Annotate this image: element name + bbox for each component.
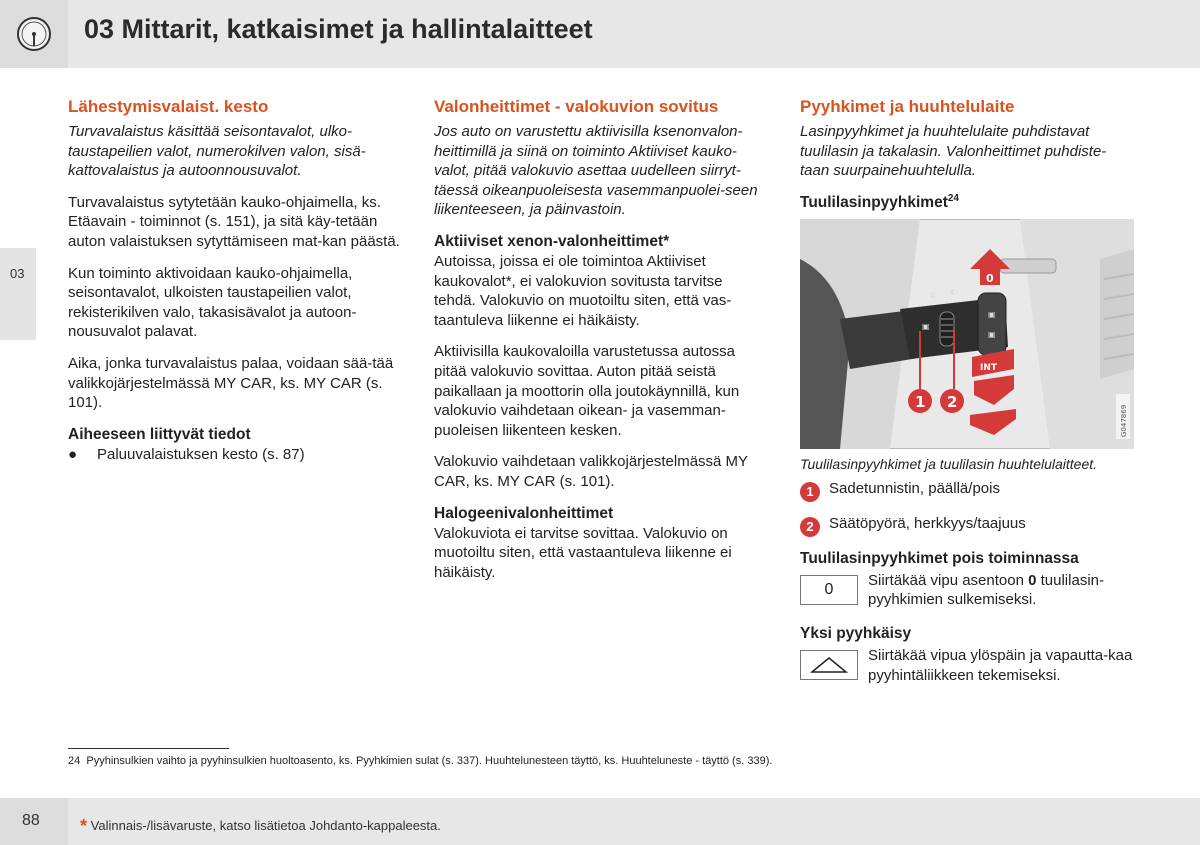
chapter-header: [0, 0, 1200, 68]
callout-text: Säätöpyörä, herkkyys/taajuus: [829, 514, 1026, 532]
svg-text:▣: ▣: [922, 321, 930, 331]
body-paragraph: Turvavalaistus sytytetään kauko-ohjaimella, ks. Etäavain - toiminnot (s. 151), ja sitä käy-tetään auton valaistuksen sytyttämiseen mat-kan päästä.: [68, 193, 400, 250]
intro-paragraph: Jos auto on varustettu aktiivisilla ksenonvalon-heittimillä ja siinä on toiminto Aktiiviset kauko-valot, pitää valokuvio asettaa uudelleen siirryt-täessä oikeanpuoleisesta vasemmanpuolei-seen liikenteeseen, ja päinvastoin.: [434, 123, 758, 219]
svg-text:▣: ▣: [988, 309, 996, 319]
callout-text: Sadetunnistin, päällä/pois: [829, 479, 1000, 497]
gauge-icon: [16, 16, 52, 52]
callout-item-thumbwheel: [800, 514, 1134, 537]
position-0-label: 0: [986, 271, 994, 285]
subheading-windscreen-wipers: [800, 193, 1134, 213]
section-heading: Lähestymisvalaist. kesto: [68, 97, 269, 116]
footnote-number: 24: [68, 755, 81, 767]
svg-text:◐: ◐: [930, 289, 937, 299]
optional-equipment-note: [80, 814, 441, 835]
subheading-single-sweep: Yksi pyyhkäisy: [800, 624, 912, 642]
footnote-text: Pyyhinsulkien vaihto ja pyyhinsulkien huoltoasento, ks. Pyyhkimien sulat (s. 337). Huuhtelunesteen täyttö, ks. Huuhteluneste - täyttö (s. 339).: [86, 755, 773, 767]
body-paragraph: Autoissa, joissa ei ole toimintoa Aktiiviset kaukovalot*, ei valokuvion sovitusta tarvitse tehdä. Valokuvio on muotoiltu siten, että vas-taantuleva liikenne ei häikäisty.: [434, 252, 732, 329]
header-icon-tab: [0, 0, 68, 68]
subheading-xenon: Aktiiviset xenon-valonheittimet*: [434, 232, 670, 250]
optional-equipment-text: Valinnais-/lisävaruste, katso lisätietoa Johdanto-kappaleesta.: [90, 818, 441, 833]
text-part: Siirtäkää vipu asentoon: [868, 571, 1029, 589]
related-link-item[interactable]: [68, 445, 402, 465]
body-paragraph: Valokuvio vaihdetaan valikkojärjestelmässä MY CAR, ks. MY CAR (s. 101).: [434, 453, 748, 490]
svg-text:◐: ◐: [950, 286, 957, 296]
body-paragraph: Kun toiminto aktivoidaan kauko-ohjaimella, seisontavalot, ulkoisten taustapeilien valot, rekisterikilven valo, takasisävalot ja autoon-nousuvalot palavat.: [68, 264, 357, 341]
page-footer: [0, 798, 1200, 845]
image-code: G047869: [1120, 404, 1128, 437]
single-sweep-text: Siirtäkää vipua ylöspäin ja vapautta-kaa pyyhintäliikkeen tekemiseksi.: [868, 646, 1133, 684]
wipers-off-text: [868, 571, 1134, 610]
column-headlight-pattern: [434, 96, 768, 594]
callout-2-label: 2: [947, 392, 958, 411]
intro-paragraph: Turvavalaistus käsittää seisontavalot, ulko-taustapeilien valot, numerokilven valon, sisä-kattovalaistus ja autoonnousuvalot.: [68, 123, 366, 180]
footnote: [68, 755, 772, 767]
text-bold-part: 0: [1028, 571, 1037, 589]
position-0-symbol: 0: [800, 575, 858, 605]
svg-text:▣: ▣: [988, 329, 996, 339]
related-link-text: Paluuvalaistuksen kesto (s. 87): [97, 445, 305, 463]
chapter-title: 03 Mittarit, katkaisimet ja hallintalaitteet: [84, 14, 593, 44]
asterisk-icon: *: [80, 816, 88, 836]
wiper-stalk-figure: [800, 219, 1134, 449]
column-approach-lighting: [68, 96, 402, 464]
related-info-heading: Aiheeseen liittyvät tiedot: [68, 425, 251, 443]
single-sweep-symbol-icon: [800, 650, 858, 680]
callout-badge-1: 1: [800, 482, 820, 502]
chapter-side-tab-label: 03: [10, 266, 25, 281]
column-wipers: [800, 96, 1134, 699]
section-heading: Valonheittimet - valokuvion sovitus: [434, 97, 719, 116]
subheading-wipers-off: Tuulilasinpyyhkimet pois toiminnassa: [800, 549, 1079, 567]
single-sweep-row: [800, 646, 1134, 685]
callout-1-label: 1: [915, 392, 926, 411]
figure-caption: Tuulilasinpyyhkimet ja tuulilasin huuhtelulaitteet.: [800, 455, 1098, 472]
callout-item-rain-sensor: [800, 479, 1134, 502]
position-int-label: INT: [980, 362, 998, 373]
text-part: tuulilasin-pyyhkimien sulkemiseksi.: [868, 571, 1104, 609]
callout-badge-2: 2: [800, 517, 820, 537]
body-paragraph: Aktiivisilla kaukovaloilla varustetussa autossa pitää valokuvio sovittaa. Auton pitää seistä paikallaan ja moottorin olla joutokäynnillä, kun valokuvio vaihdetaan oikean- ja vasemman-puoleisen liikenteen kesken.: [434, 343, 740, 439]
footnote-ref[interactable]: 24: [947, 192, 959, 204]
footnote-divider: [68, 748, 229, 749]
page-number: 88: [22, 812, 40, 829]
bullet-icon: ●: [68, 445, 78, 463]
subheading-halogen: Halogeenivalonheittimet: [434, 504, 614, 522]
chapter-side-tab: [0, 248, 36, 340]
page-number-tab: [0, 798, 68, 845]
section-heading: Pyyhkimet ja huuhtelulaite: [800, 97, 1015, 116]
wipers-off-row: [800, 571, 1134, 610]
body-paragraph: Valokuviota ei tarvitse sovittaa. Valokuvio on muotoiltu siten, että vastaantuleva liikenne ei häikäisty.: [434, 524, 732, 581]
body-paragraph: Aika, jonka turvavalaistus palaa, voidaan sää-tää valikkojärjestelmässä MY CAR, ks. MY CAR (s. 101).: [68, 354, 394, 412]
intro-paragraph: Lasinpyyhkimet ja huuhtelulaite puhdistavat tuulilasin ja takalasin. Valonheittimet puhdiste-taan suurpainehuuhtelulla.: [800, 123, 1107, 180]
subheading-text: Tuulilasinpyyhkimet: [800, 193, 948, 211]
wiper-stalk-illustration: [800, 219, 1134, 449]
